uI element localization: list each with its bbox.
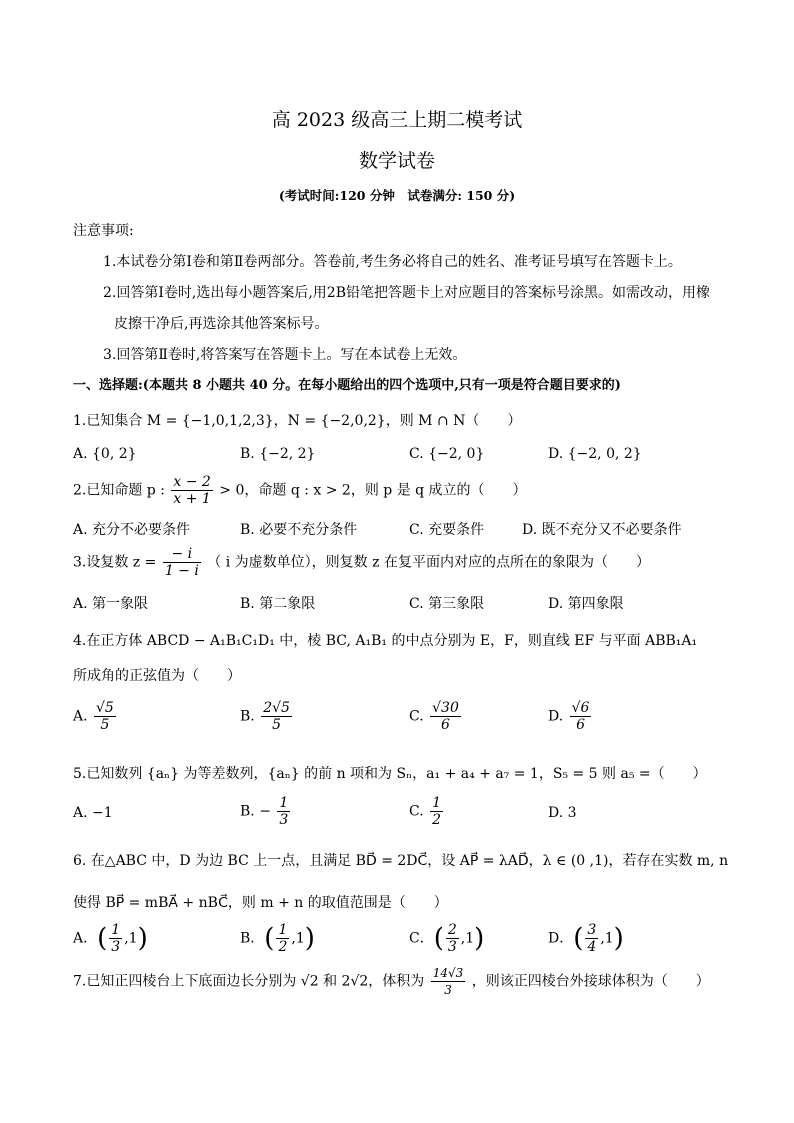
q2-option-c: C. 充要条件 — [409, 522, 485, 538]
notice-item-2-cont: 皮擦干净后,再选涂其他答案标号。 — [114, 316, 329, 332]
q4-c-fraction — [430, 700, 461, 733]
q7-fraction — [431, 965, 466, 998]
q4-option-d — [548, 700, 593, 733]
q6-a-den: 3 — [111, 939, 121, 955]
q2-option-a: A. 充分不必要条件 — [73, 522, 191, 538]
q6-c-fraction — [446, 922, 459, 955]
q4-b-num: 2√5 — [263, 700, 290, 716]
q7-pre: 7.已知正四棱台上下底面边长分别为 √2 和 2√2，体积为 — [73, 973, 425, 990]
q6-a-fraction — [109, 922, 122, 955]
q1-option-c: C. {−2, 0} — [409, 446, 485, 462]
q5-b-den: 3 — [279, 812, 289, 828]
q5-stem: 5.已知数列 {aₙ} 为等差数列，{aₙ} 的前 n 项和为 Sₙ，a₁ + a₄ + a₇ = 1，S₅ = 5 则 a₅ =（ ） — [73, 766, 707, 782]
notice-item-2: 2.回答第Ⅰ卷时,选出每小题答案后,用2B铅笔把答题卡上对应题目的答案标号涂黑。如需改动，用橡 — [103, 285, 710, 301]
q7-denominator: 3 — [444, 983, 452, 997]
q2-denominator: x + 1 — [173, 491, 211, 507]
q6-d-num: 3 — [587, 922, 597, 938]
q2-numerator: x − 2 — [173, 474, 211, 490]
q4-a-fraction — [94, 700, 116, 733]
q2-post: > 0，命题 q : x > 2，则 p 是 q 成立的（ ） — [219, 482, 527, 499]
q6-d-tail: ,1 — [600, 930, 614, 947]
q4-d-num: √6 — [571, 700, 590, 716]
notice-item-1: 1.本试卷分第Ⅰ卷和第Ⅱ卷两部分。答卷前,考生务必将自己的姓名、准考证号填写在答题卡上。 — [103, 254, 682, 270]
q4-d-den: 6 — [576, 717, 586, 733]
q3-fraction — [163, 546, 201, 579]
q7-post: ，则该正四棱台外接球体积为（ ） — [471, 973, 710, 990]
q6-a-label: A． — [73, 930, 98, 947]
q4-d-fraction — [570, 700, 592, 733]
q3-pre: 3.设复数 z = — [73, 554, 157, 571]
q4-a-label: A. — [73, 708, 88, 725]
q5-c-fraction — [430, 795, 443, 828]
q6-option-c: C．( $\frac{2}{3}$ ,1) — [409, 922, 485, 955]
q5-c-num: 1 — [432, 795, 442, 811]
q3-option-d: D. 第四象限 — [548, 596, 624, 612]
q6-option-d: D．( $\frac{3}{4}$ ,1) — [548, 922, 624, 955]
q6-option-b: B．( $\frac{1}{2}$ ,1) — [240, 922, 315, 955]
q6-d-fraction — [585, 922, 598, 955]
q3-option-b: B. 第二象限 — [240, 596, 316, 612]
notice-item-3: 3.回答第Ⅱ卷时,将答案写在答题卡上。写在本试卷上无效。 — [103, 347, 467, 363]
q6-option-a: A．( $\frac{1}{3}$ ,1) — [73, 922, 148, 955]
q6-b-num: 1 — [278, 922, 288, 938]
q4-c-num: √30 — [432, 700, 459, 716]
q4-b-label: B. — [240, 708, 255, 725]
q5-b-fraction — [277, 795, 290, 828]
q2-pre: 2.已知命题 p : — [73, 482, 165, 499]
q4-a-num: √5 — [96, 700, 114, 716]
q6-stem-line1: 6. 在△ABC 中，D 为边 BC 上一点，且满足 BD⃗ = 2DC⃗，设 AP⃗ = λAD⃗，λ ∈ (0 ,1)，若存在实数 m, n — [73, 853, 729, 869]
notice-heading: 注意事项: — [73, 223, 134, 239]
q5-option-a: A. −1 — [73, 805, 113, 821]
q5-option-b — [240, 795, 292, 828]
q6-c-tail: ,1 — [460, 930, 475, 947]
q1-option-b: B. {−2, 2} — [240, 446, 316, 462]
q4-c-den: 6 — [441, 717, 450, 733]
q6-a-tail: ,1 — [124, 930, 138, 947]
q3-numerator: − i — [163, 546, 201, 563]
q6-stem-line2: 使得 BP⃗ = mBA⃗ + nBC⃗，则 m + n 的取值范围是（ ） — [73, 895, 448, 911]
q4-b-den: 5 — [272, 717, 282, 733]
q4-option-b — [240, 700, 294, 733]
q2-option-b: B. 必要不充分条件 — [240, 522, 358, 538]
q7-stem — [73, 965, 710, 998]
q6-d-den: 4 — [587, 939, 597, 955]
section-heading: 一、选择题:(本题共 8 小题共 40 分。在每小题给出的四个选项中,只有一项是符合题目要求的) — [73, 378, 621, 393]
exam-title: 高 2023 级高三上期二模考试 — [271, 109, 523, 131]
q5-option-c — [409, 795, 445, 828]
q2-option-d: D. 既不充分又不必要条件 — [522, 522, 682, 538]
q3-post: （ i 为虚数单位），则复数 z 在复平面内对应的点所在的象限为（ ） — [207, 554, 650, 571]
q4-b-fraction — [261, 700, 292, 733]
q1-stem: 1.已知集合 M = {−1,0,1,2,3}，N = {−2,0,2}，则 M ∩ N（ ） — [73, 413, 522, 429]
q6-c-den: 3 — [447, 939, 457, 955]
q3-denominator: 1 − i — [164, 563, 199, 579]
q6-b-fraction — [276, 922, 289, 955]
q5-b-label: B. − — [240, 803, 271, 820]
q5-option-d: D. 3 — [548, 805, 577, 821]
q2-stem — [73, 474, 527, 507]
q5-c-den: 2 — [432, 812, 442, 828]
q4-option-c — [409, 700, 463, 733]
q7-numerator: 14√3 — [432, 966, 464, 980]
q5-b-num: 1 — [279, 795, 289, 811]
q4-option-a — [73, 700, 118, 733]
q5-c-label: C. — [409, 803, 424, 820]
exam-info: (考试时间:120 分钟 试卷满分: 150 分) — [278, 188, 516, 203]
q6-d-label: D． — [548, 930, 574, 947]
q3-option-a: A. 第一象限 — [73, 596, 149, 612]
q6-c-label: C． — [409, 930, 434, 947]
exam-subject: 数学试卷 — [358, 150, 435, 172]
q6-b-den: 2 — [278, 939, 288, 955]
q4-c-label: C. — [409, 708, 424, 725]
q2-fraction — [171, 474, 212, 507]
q6-b-label: B． — [240, 930, 265, 947]
q3-option-c: C. 第三象限 — [409, 596, 485, 612]
q1-option-d: D. {−2, 0, 2} — [548, 446, 642, 462]
q6-b-tail: ,1 — [291, 930, 305, 947]
q4-stem-line2: 所成角的正弦值为（ ） — [73, 668, 241, 684]
q6-c-num: 2 — [447, 922, 457, 938]
q4-stem-line1: 4.在正方体 ABCD − A₁B₁C₁D₁ 中，棱 BC, A₁B₁ 的中点分别为 E，F，则直线 EF 与平面 ABB₁A₁ — [73, 633, 698, 649]
q4-d-label: D. — [548, 708, 564, 725]
q6-a-num: 1 — [111, 922, 121, 938]
q3-stem — [73, 546, 650, 579]
q1-option-a: A. {0, 2} — [73, 446, 137, 462]
q4-a-den: 5 — [100, 717, 110, 733]
